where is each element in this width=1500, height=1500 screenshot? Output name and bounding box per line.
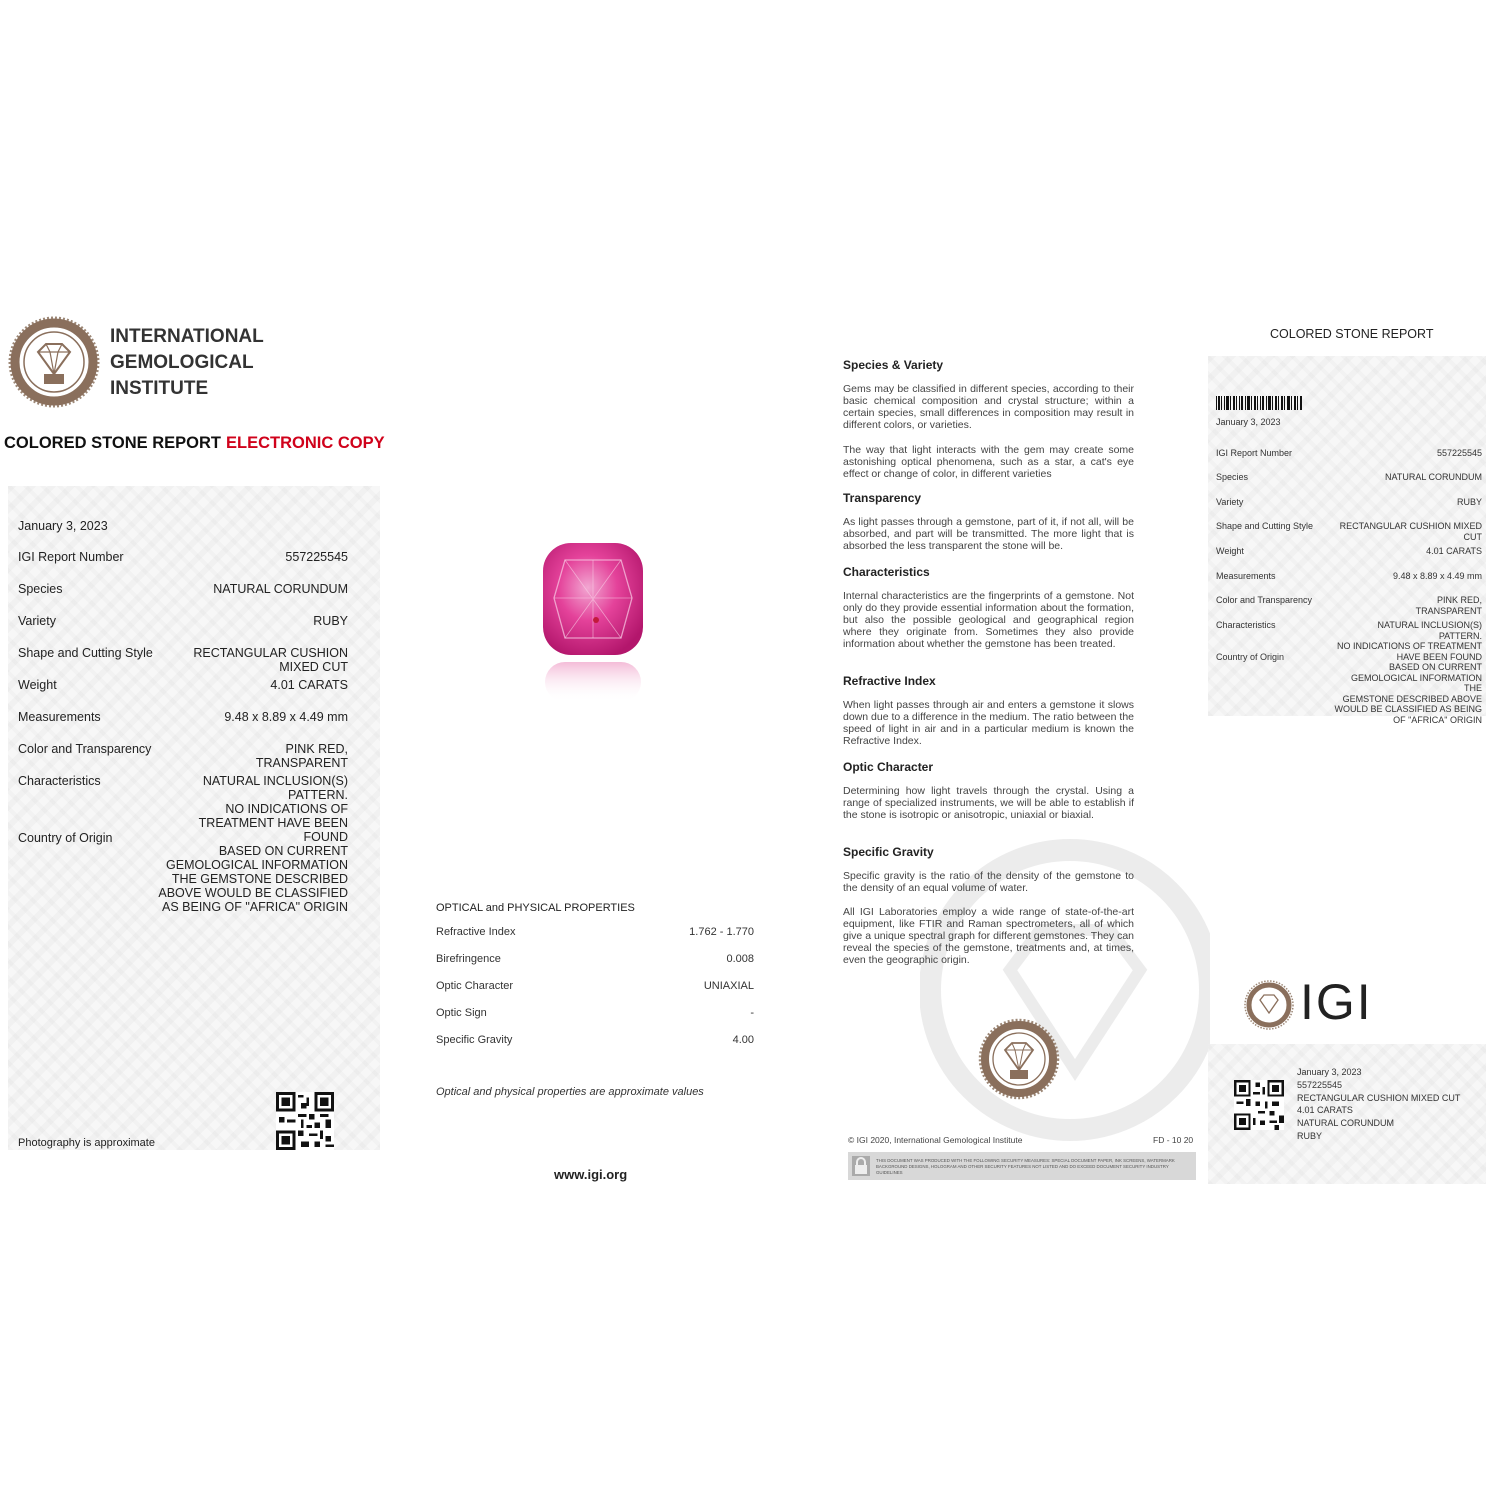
optical-row-label: Optic Character: [436, 980, 514, 992]
report-row-value: 9.48 x 8.89 x 4.49 mm: [224, 710, 348, 724]
gemstone-photo: [540, 540, 646, 706]
report-row-label: Measurements: [18, 710, 101, 724]
info-section-paragraph: When light passes through air and enters a gemstone it slows down due to a difference in the medium. The ratio between the speed of light in air and in a particular medium is known the Refractive Index.: [843, 699, 1134, 747]
report-row-label: Characteristics: [18, 774, 101, 788]
electronic-copy-label: ELECTRONIC COPY: [226, 434, 385, 452]
report-row-label: Color and Transparency: [18, 742, 152, 756]
right-row-label: Shape and Cutting Style: [1216, 521, 1314, 531]
right-row-value: 557225545: [1436, 448, 1482, 458]
right-row-value: 4.01 CARATS: [1426, 546, 1482, 556]
right-row-value: RUBY: [1456, 497, 1482, 507]
institute-name-line2: GEMOLOGICAL: [110, 352, 254, 373]
optical-row-value: 0.008: [726, 953, 754, 965]
info-section-title: Specific Gravity: [843, 845, 934, 859]
right-report-title: COLORED STONE REPORT: [1270, 327, 1434, 341]
info-section-paragraph: The way that light interacts with the gem may create some astonishing optical phenomena, such as a star, a cat's eye effect or change of color, in different varieties: [843, 444, 1134, 480]
info-section-paragraph: Determining how light travels through the crystal. Using a range of specialized instruments, we will be able to establish if the stone is isotropic or anisotropic, uniaxial or biaxial.: [843, 785, 1134, 821]
photo-note: Photography is approximate: [18, 1137, 155, 1149]
security-strip: [848, 1152, 1196, 1180]
report-row-label: IGI Report Number: [18, 550, 124, 564]
info-section-paragraph: Gems may be classified in different species, according to their basic chemical composition and crystal structure; within a certain species, small differences in composition may result in different colors, or varieties.: [843, 383, 1134, 431]
right-row-value: 9.48 x 8.89 x 4.49 mm: [1392, 571, 1482, 581]
optical-row-value: UNIAXIAL: [703, 980, 754, 992]
website-link[interactable]: www.igi.org: [554, 1167, 628, 1182]
report-row-label: Country of Origin: [18, 831, 113, 845]
right-report-date: January 3, 2023: [1216, 417, 1281, 427]
tag-line: 4.01 CARATS: [1297, 1105, 1353, 1116]
tag-details: [1297, 1066, 1460, 1143]
institute-name-line3: INSTITUTE: [110, 378, 209, 399]
report-row-value: NATURAL INCLUSION(S) PATTERN. NO INDICATIONS OF TREATMENT HAVE BEEN FOUND BASED ON CURRENT GEMOLOGICAL INFORMATION THE GEMSTONE DESCRIBED ABOVE WOULD BE CLASSIFIED AS BEING OF "AFRICA" ORIGIN: [158, 774, 348, 914]
igi-seal-logo: [8, 316, 100, 408]
optical-row-value: 1.762 - 1.770: [689, 926, 754, 938]
lock-icon: [852, 1156, 870, 1176]
tag-line: January 3, 2023: [1297, 1067, 1362, 1077]
info-section-title: Species & Variety: [843, 358, 944, 372]
info-section-title: Transparency: [843, 491, 922, 505]
optical-row-label: Optic Sign: [436, 1007, 487, 1019]
right-row-value: NATURAL INCLUSION(S) PATTERN. NO INDICATIONS OF TREATMENT HAVE BEEN FOUND BASED ON CURRENT GEMOLOGICAL INFORMATION THE GEMSTONE DESCRIBED ABOVE WOULD BE CLASSIFIED AS BEING OF "AFRICA" ORIGIN: [1334, 620, 1482, 725]
institute-name-line1: INTERNATIONAL: [110, 326, 264, 347]
report-title: COLORED STONE REPORT: [4, 434, 221, 452]
igi-logo-text: IGI: [1300, 974, 1373, 1030]
right-row-label: Species: [1216, 472, 1249, 482]
report-row-label: Shape and Cutting Style: [18, 646, 153, 660]
tag-line: 557225545: [1297, 1079, 1343, 1090]
right-row-label: Country of Origin: [1216, 652, 1285, 662]
right-row-label: Color and Transparency: [1216, 595, 1313, 605]
info-section-paragraph: Specific gravity is the ratio of the density of the gemstone to the density of an equal volume of water.: [843, 870, 1134, 894]
right-row-label: IGI Report Number: [1216, 448, 1293, 458]
report-row-value: 557225545: [285, 550, 348, 564]
optical-note: Optical and physical properties are approximate values: [436, 1086, 704, 1098]
info-section-title: Refractive Index: [843, 674, 936, 688]
right-row-label: Characteristics: [1216, 620, 1276, 630]
report-qr-code[interactable]: [276, 1092, 334, 1150]
optical-properties-title: OPTICAL and PHYSICAL PROPERTIES: [436, 902, 635, 914]
optical-row-value: 4.00: [732, 1034, 754, 1046]
report-row-value: 4.01 CARATS: [270, 678, 348, 692]
copyright-text: © IGI 2020, International Gemological Institute: [848, 1135, 1023, 1145]
report-row-label: Species: [18, 582, 63, 596]
right-row-value: RECTANGULAR CUSHION MIXED CUT: [1339, 521, 1482, 542]
info-section-paragraph: All IGI Laboratories employ a wide range of state-of-the-art equipment, like FTIR and Raman spectrometers, all of which give a unique spectral graph for different gemstones. They can reveal the species of the gemstone, treatments and, at times, even the geographic origin.: [843, 906, 1134, 966]
report-row-value: RUBY: [313, 614, 348, 628]
report-row-label: Weight: [18, 678, 57, 692]
tag-line: RUBY: [1297, 1130, 1323, 1141]
right-row-value: PINK RED, TRANSPARENT: [1415, 595, 1482, 616]
form-code: FD - 10 20: [1153, 1135, 1194, 1145]
info-panel-seal: [978, 1018, 1060, 1100]
report-row-value: RECTANGULAR CUSHION MIXED CUT: [193, 646, 348, 674]
info-section-title: Characteristics: [843, 565, 930, 579]
institute-name: [110, 324, 264, 402]
optical-row-label: Birefringence: [436, 953, 501, 965]
info-section-paragraph: As light passes through a gemstone, part of it, if not all, will be absorbed, and part will be transmitted. The more light that is absorbed the less transparent the stone will be.: [843, 516, 1134, 552]
right-row-label: Variety: [1216, 497, 1244, 507]
optical-row-label: Specific Gravity: [436, 1034, 513, 1046]
optical-row-label: Refractive Index: [436, 926, 516, 938]
right-row-label: Weight: [1216, 546, 1244, 556]
info-section-paragraph: Internal characteristics are the fingerprints of a gemstone. Not only do they provide essential information about the formation, but also the possible geological and geographical region where they originate from. Sometimes they also provide information about whether the gemstone has been treated.: [843, 590, 1134, 650]
right-row-label: Measurements: [1216, 571, 1276, 581]
igi-logo-seal: [1244, 980, 1294, 1030]
barcode: [1216, 396, 1302, 410]
report-row-value: PINK RED, TRANSPARENT: [255, 742, 348, 770]
info-section-title: Optic Character: [843, 760, 934, 774]
security-text: THIS DOCUMENT WAS PRODUCED WITH THE FOLLOWING SECURITY MEASURES: SPECIAL DOCUMENT PAPER, INK SCREENS, WATERMARK BACKGROUND DESIGNS, HOLOGRAM AND OTHER SECURITY FEATURES NOT LISTED AND DO EXCEED DOCUMENT SECURITY INDUSTRY GUIDELINES: [876, 1158, 1175, 1175]
tag-line: RECTANGULAR CUSHION MIXED CUT: [1297, 1092, 1461, 1103]
optical-row-value: -: [750, 1007, 754, 1019]
tag-qr-code[interactable]: [1234, 1080, 1284, 1130]
report-row-value: NATURAL CORUNDUM: [213, 582, 348, 596]
report-date: January 3, 2023: [18, 519, 108, 533]
tag-line: NATURAL CORUNDUM: [1297, 1118, 1395, 1129]
report-row-label: Variety: [18, 614, 56, 628]
right-row-value: NATURAL CORUNDUM: [1384, 472, 1482, 482]
